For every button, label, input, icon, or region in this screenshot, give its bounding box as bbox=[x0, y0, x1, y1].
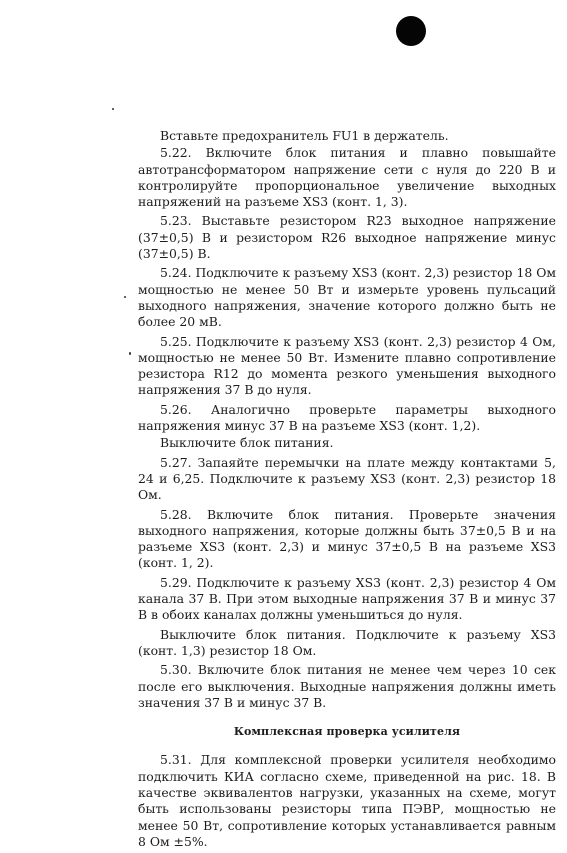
paragraph-5-24: 5.24. Подключите к разъему XS3 (конт. 2,3) резистор 18 Ом мощностью не менее 50 Вт и измерьте уровень пульсаций выходного напряжения, значение которого должно быть не более 20 мВ. bbox=[138, 265, 556, 330]
punch-hole-mark bbox=[396, 16, 426, 46]
scan-speck bbox=[129, 352, 131, 355]
paragraph-fuse: Вставьте предохранитель FU1 в держатель. bbox=[160, 128, 449, 143]
paragraph-5-28: 5.28. Включите блок питания. Проверьте значения выходного напряжения, которые должны быть 37±0,5 В и на разъеме XS3 (конт. 2,3) и минус 37±0,5 В на разъеме XS3 (конт. 1, 2). bbox=[138, 506, 556, 571]
paragraph-5-26: 5.26. Аналогично проверьте параметры выходного напряжения минус 37 В на разъеме XS3 (конт. 1,2). bbox=[138, 401, 556, 434]
paragraph-power-off-2: Выключите блок питания. Подключите к разъему XS3 (конт. 1,3) резистор 18 Ом. bbox=[138, 626, 556, 658]
paragraph-5-23: 5.23. Выставьте резистором R23 выходное напряжение (37±0,5) В и резистором R26 выходное напряжение минус (37±0,5) В. bbox=[138, 213, 556, 262]
paragraph-5-27: 5.27. Запаяйте перемычки на плате между контактами 5, 24 и 6,25. Подключите к разъему XS3 (конт. 2,3) резистор 18 Ом. bbox=[138, 454, 556, 503]
paragraph-5-22: 5.22. Включите блок питания и плавно повышайте автотрансформатором напряжение сети с нуля до 220 В и контролируйте пропорциональное увеличение выходных напряжений на разъеме XS3 (конт. 1, 3). bbox=[138, 145, 556, 210]
paragraph-5-25: 5.25. Подключите к разъему XS3 (конт. 2,3) резистор 4 Ом, мощностью не менее 50 Вт. Измените плавно сопротивление резистора R12 до момента резкого уменьшения выходного напряжения 37 В до нуля. bbox=[138, 333, 556, 398]
paragraph-5-29: 5.29. Подключите к разъему XS3 (конт. 2,3) резистор 4 Ом канала 37 В. При этом выходные напряжения 37 В и минус 37 В в обоих каналах должны уменьшиться до нуля. bbox=[138, 574, 556, 623]
section-heading: Комплексная проверка усилителя bbox=[233, 725, 461, 739]
document-page bbox=[138, 128, 556, 853]
paragraph-5-31: 5.31. Для комплексной проверки усилителя необходимо подключить КИА согласно схеме, приведенной на рис. 18. В качестве эквивалентов нагрузки, указанных на схеме, могут быть использованы резисторы типа ПЭВР, мощностью не менее 50 Вт, сопротивление которых устанавливается равным 8 Ом ±5%. bbox=[138, 752, 556, 849]
paragraph-5-30: 5.30. Включите блок питания не менее чем через 10 сек после его выключения. Выходные напряжения должны иметь значения 37 В и минус 37 В. bbox=[138, 662, 556, 710]
scan-speck bbox=[112, 108, 114, 110]
paragraph-power-off-1: Выключите блок питания. bbox=[160, 435, 334, 451]
scan-speck bbox=[124, 296, 126, 298]
